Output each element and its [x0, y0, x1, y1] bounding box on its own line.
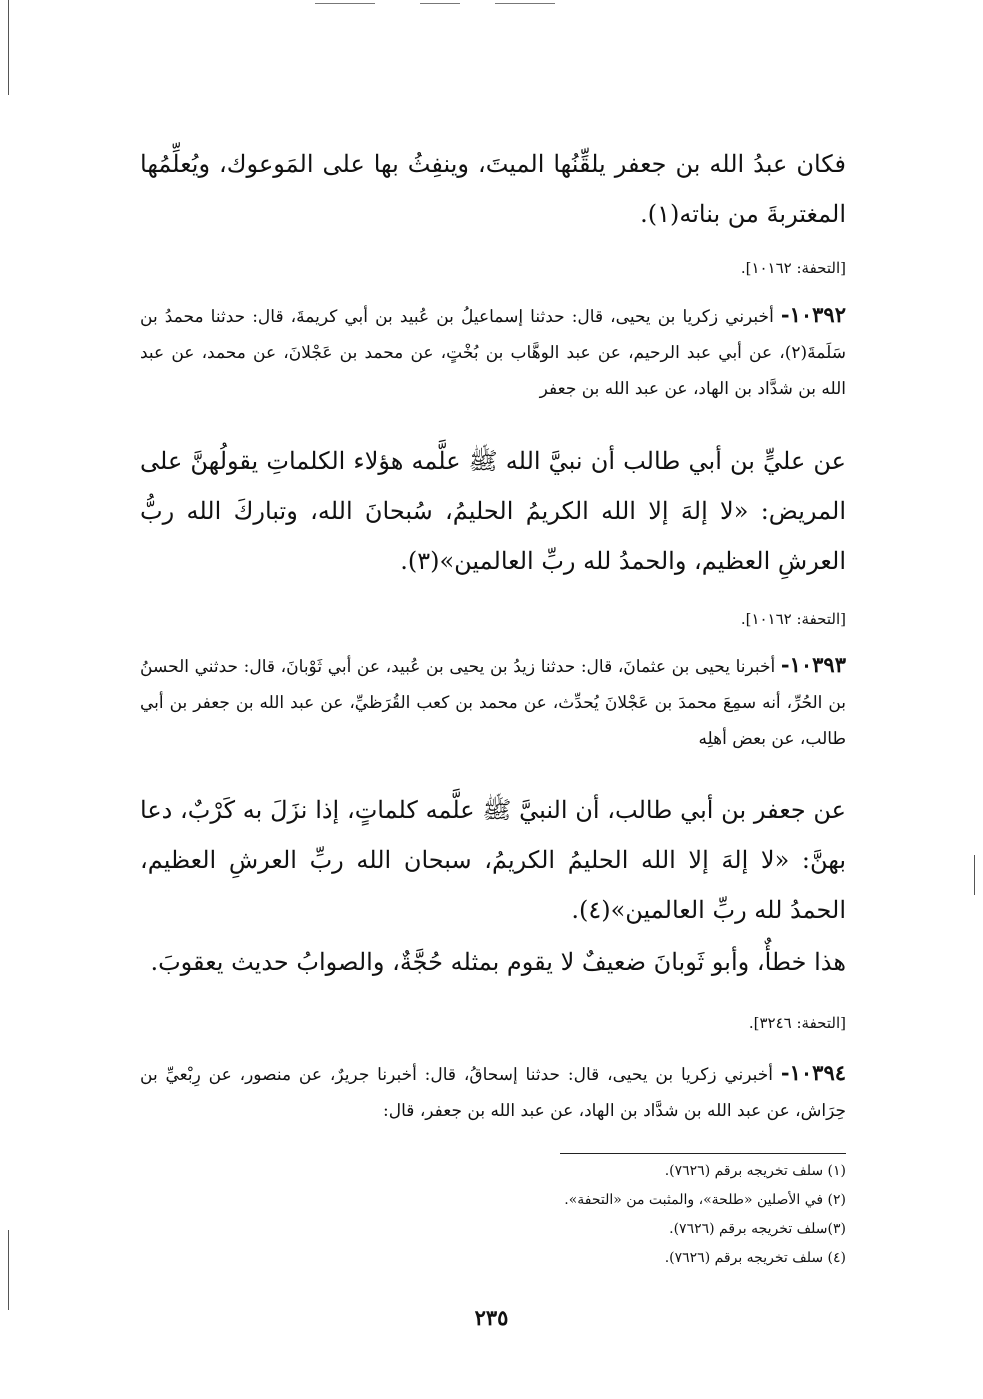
footnote: (٢) في الأصلين «طلحة»، والمثبت من «التحفة». — [564, 1192, 846, 1208]
continued-paragraph: فكان عبدُ الله بن جعفر يلقِّنُها الميتَ، وينفِثُ بها على المَوعوك، ويُعلِّمُها المغتربةَ من بناته(١). — [140, 150, 846, 228]
top-scan-mark — [495, 3, 555, 4]
hadith-isnad — [140, 647, 846, 757]
footnote: (٣)سلف تخريجه برقم (٧٦٢٦). — [669, 1221, 846, 1237]
hadith-isnad — [140, 297, 846, 407]
footnote: (٤) سلف تخريجه برقم (٧٦٢٦). — [664, 1250, 846, 1266]
isnad-text: أخبرني زكريا بن يحيى، قال: حدثنا إسماعيلُ بن عُبيد بن أبي كريمةَ، قال: حدثنا محمدُ بن سَلَمةَ(٢)، عن أبي عبد الرحيم، عن عبد الوهَّاب بن بُخْتٍ، عن محمد بن عَجْلانَ، عن محمد، عن عبد الله بن شدَّاد بن الهاد، عن عبد الله بن جعفر — [140, 307, 846, 399]
hadith-isnad — [140, 1055, 846, 1129]
tuhfa-reference: [التحفة: ٣٢٤٦]. — [748, 1014, 846, 1032]
hadith-number: ١٠٣٩٣- — [780, 652, 846, 677]
hadith-matn: عن جعفر بن أبي طالب، أن النبيَّ ﷺ علَّمه كلماتٍ، إذا نزَلَ به كَرْبٌ، دعا بهنَّ: «لا إلهَ إلا الله الحليمُ الكريمُ، سبحان الله ربِّ العرشِ العظيم، الحمدُ لله ربِّ العالمين»(٤). — [140, 796, 847, 924]
left-margin-line — [8, 1230, 9, 1310]
top-scan-mark — [315, 3, 375, 4]
right-margin-line — [974, 855, 975, 895]
page-number: ٢٣٥ — [474, 1305, 509, 1330]
footnote: (١) سلف تخريجه برقم (٧٦٢٦). — [664, 1163, 846, 1179]
hadith-number: ١٠٣٩٢- — [780, 302, 846, 327]
isnad-text: أخبرني زكريا بن يحيى، قال: حدثنا إسحاقُ، قال: أخبرنا جريرٌ، عن منصور، عن رِبْعيِّ بن حِرَاش، عن عبد الله بن شدَّاد بن الهاد، عن عبد الله بن جعفر، قال: — [140, 1065, 846, 1121]
top-scan-mark — [420, 3, 460, 4]
left-margin-line — [8, 0, 9, 95]
hadith-matn: عن عليٍّ بن أبي طالب أن نبيَّ الله ﷺ علَّمه هؤلاء الكلماتِ يقولُهنَّ على المريض: «لا إلهَ إلا الله الكريمُ الحليمُ، سُبحانَ الله، وتباركَ الله ربُّ العرشِ العظيم، والحمدُ لله ربِّ العالمين»(٣). — [140, 447, 846, 575]
tuhfa-reference: [التحفة: ١٠١٦٢]. — [740, 259, 846, 277]
editor-comment: هذا خطأٌ، وأبو ثَوبانَ ضعيفٌ لا يقوم بمثله حُجَّةٌ، والصوابُ حديث يعقوبَ. — [150, 948, 846, 976]
tuhfa-reference: [التحفة: ١٠١٦٢]. — [740, 610, 846, 628]
hadith-number: ١٠٣٩٤- — [780, 1060, 847, 1085]
isnad-text: أخبرنا يحيى بن عثمانَ، قال: حدثنا زيدُ بن يحيى بن عُبيد، عن أبي ثَوْبانَ، قال: حدثني الحسنُ بن الحُرِّ، أنه سمِعَ محمدَ بن عَجْلانَ يُحدِّث، عن محمد بن كعب القُرَظيِّ، عن عبد الله بن جعفر بن أبي طالب، عن بعض أهلِه — [140, 657, 846, 749]
footnote-divider — [560, 1153, 846, 1154]
